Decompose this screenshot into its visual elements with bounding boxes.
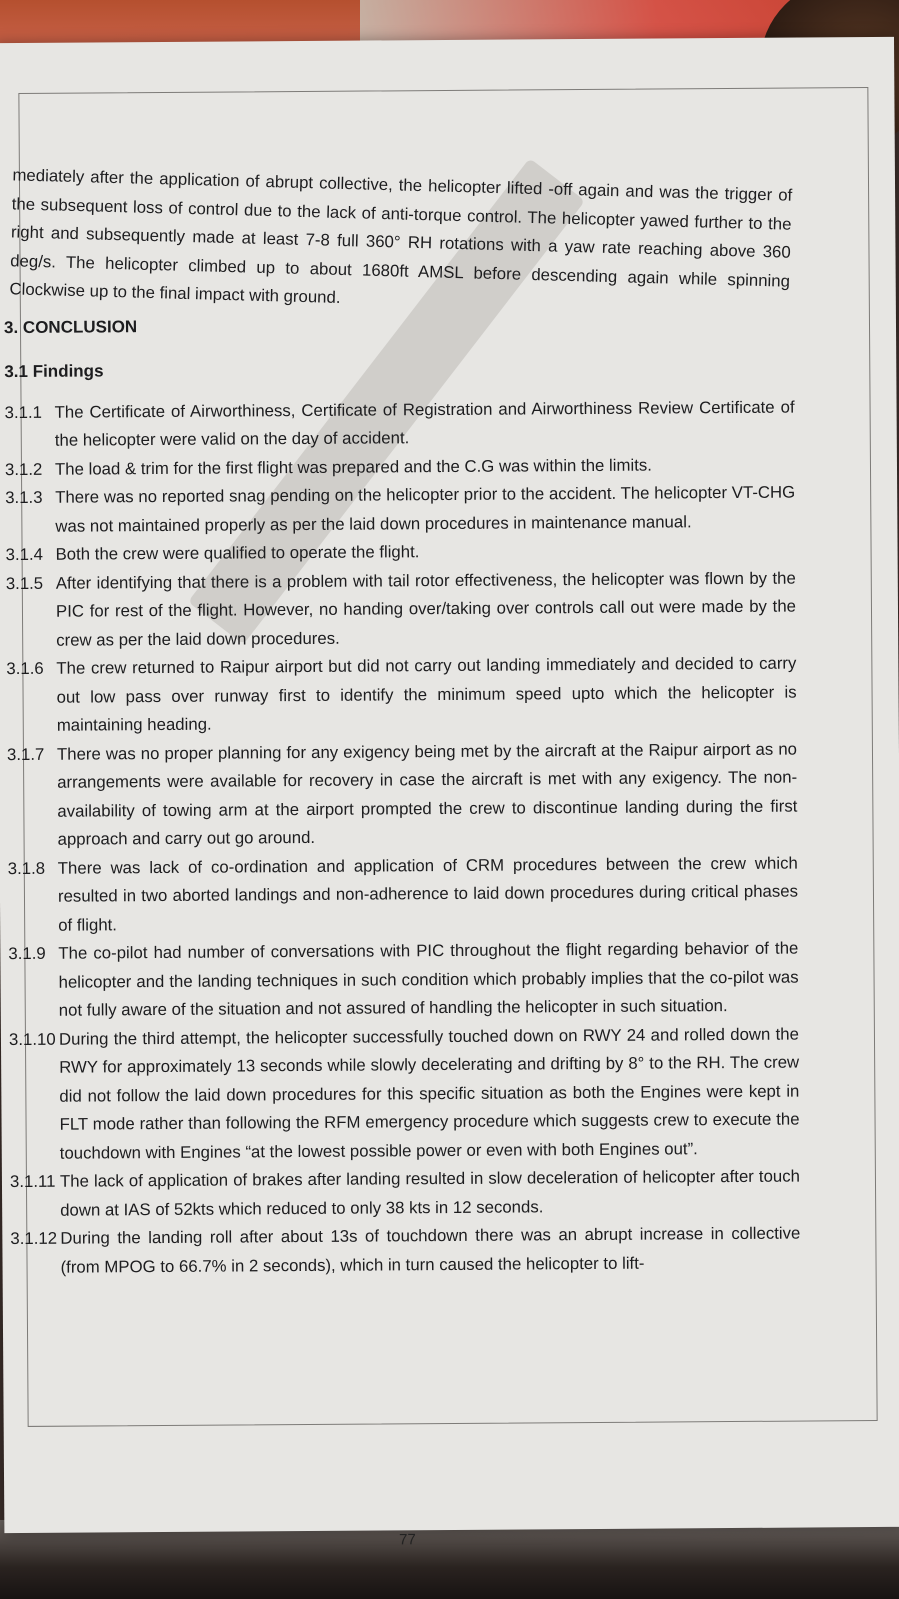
finding-number: 3.1.2 bbox=[4, 459, 43, 479]
finding-item bbox=[5, 479, 795, 542]
finding-item bbox=[8, 849, 799, 940]
finding-item bbox=[10, 1220, 800, 1283]
finding-item bbox=[6, 650, 797, 741]
finding-item bbox=[9, 1020, 800, 1168]
intro-paragraph: mediately after the application of abrupt collective, the helicopter lifted -off again and was the trigger of the subsequent loss of control due to the lack of anti-torque control. The helicopter yawed further to the right and subsequently made at least 7-8 full 360° RH rotations with a yaw rate reaching above 360 deg/s. The helicopter climbed up to about 1680ft AMSL before descending again while spinning Clockwise up to the final impact with ground. bbox=[9, 165, 793, 307]
finding-item bbox=[10, 1163, 800, 1226]
finding-item bbox=[8, 935, 799, 1026]
page-content bbox=[3, 156, 801, 1549]
subsection-heading: 3.1 Findings bbox=[4, 361, 104, 382]
finding-text: During the third attempt, the helicopter successfully touched down on RWY 24 and rolled down the RWY for approximately 13 seconds while slowly decelerating and drifting by 8° to the RH. The crew did not follow the laid down procedures for this specific situation as both the Engines were kept in FLT mode rather than following the RFM emergency procedure which suggests crew to execute the touchdown with Engines “at the lowest possible power or even with both Engines out”. bbox=[58, 1024, 800, 1163]
finding-item bbox=[4, 393, 794, 456]
finding-number: 3.1.11 bbox=[9, 1171, 56, 1192]
finding-number: 3.1.12 bbox=[10, 1228, 58, 1249]
finding-item bbox=[6, 564, 797, 655]
finding-number: 3.1.8 bbox=[7, 858, 46, 878]
finding-text: During the landing roll after about 13s of touchdown there was an abrupt increase in collective (from MPOG to 66.7% in 2 seconds), which in turn caused the helicopter to lift- bbox=[60, 1223, 801, 1277]
finding-text: There was no reported snag pending on the helicopter prior to the accident. The helicopter VT-CHG was not maintained properly as per the laid down procedures in maintenance manual. bbox=[55, 482, 796, 536]
finding-item bbox=[7, 735, 798, 855]
finding-text: The Certificate of Airworthiness, Certificate of Registration and Airworthiness Review Certificate of the helicopter were valid on the day of accident. bbox=[54, 397, 795, 450]
finding-number: 3.1.1 bbox=[4, 402, 42, 422]
findings-list bbox=[4, 393, 800, 1282]
finding-text: The crew returned to Raipur airport but did not carry out landing immediately and decided to carry out low pass over runway first to identify the minimum speed upto which the helicopter is maintaining heading. bbox=[56, 653, 797, 735]
page-number: 77 bbox=[399, 1531, 416, 1549]
finding-text: The co-pilot had number of conversations with PIC throughout the flight regarding behavior of the helicopter and the landing techniques in such condition which probably implies that the co-pilot was not fully aware of the situation and not assured of handling the helicopter in such situation. bbox=[58, 938, 799, 1020]
finding-number: 3.1.5 bbox=[5, 573, 44, 593]
document-page bbox=[0, 37, 899, 1549]
finding-number: 3.1.7 bbox=[6, 744, 45, 764]
section-heading: 3. CONCLUSION bbox=[3, 316, 138, 337]
finding-text: There was lack of co-ordination and application of CRM procedures between the crew which resulted in two aborted landings and non-adherence to laid down procedures during critical phases of flight. bbox=[57, 853, 799, 935]
finding-number: 3.1.4 bbox=[5, 544, 43, 565]
finding-text: After identifying that there is a problem with tail rotor effectiveness, the helicopter was flown by the PIC for rest of the flight. However, no handing over/taking over controls call out were made by the crew as per the laid down procedures. bbox=[55, 568, 797, 650]
finding-text: The load & trim for the first flight was prepared and the C.G was within the limits. bbox=[54, 455, 652, 479]
finding-text: Both the crew were qualified to operate the flight. bbox=[55, 542, 420, 564]
finding-number: 3.1.10 bbox=[8, 1029, 56, 1049]
finding-number: 3.1.3 bbox=[5, 487, 43, 508]
finding-number: 3.1.6 bbox=[6, 658, 44, 679]
finding-text: The lack of application of brakes after landing resulted in slow deceleration of helicopter after touch down at IAS of 52kts which reduced to only 38 kts in 12 seconds. bbox=[59, 1166, 801, 1220]
finding-number: 3.1.9 bbox=[8, 943, 46, 964]
finding-text: There was no proper planning for any exigency being met by the aircraft at the Raipur airport as no arrangements were available for recovery in case the aircraft is met with any exigency. The non-availability of towing arm at the airport prompted the crew to discontinue landing during the first approach and carry out go around. bbox=[56, 739, 798, 849]
